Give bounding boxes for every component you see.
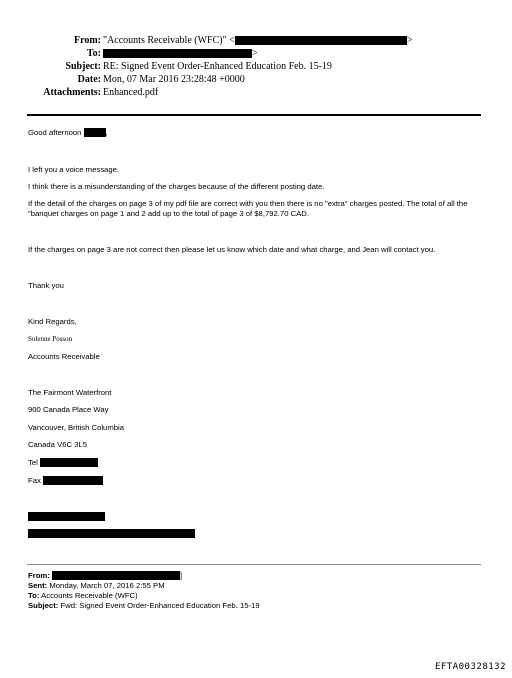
- redaction-bar: [84, 128, 106, 137]
- thanks: Thank you: [28, 281, 64, 290]
- tel-label: Tel: [28, 458, 38, 467]
- redacted-line-1: [28, 512, 490, 522]
- to-end: >: [252, 48, 258, 59]
- forward-divider: [27, 564, 481, 565]
- redaction-bar: [103, 49, 252, 58]
- greeting-end: ,: [105, 128, 108, 137]
- fax-line: [28, 476, 490, 486]
- redacted-line-2: [28, 529, 490, 539]
- header-to-row: [0, 47, 512, 60]
- greeting-text: Good afternoon: [28, 128, 82, 137]
- forwarded-from-end: ]: [179, 571, 183, 580]
- forwarded-sent-row: [28, 581, 165, 591]
- signature-department: Accounts Receivable: [28, 352, 100, 361]
- paragraph-1: I left you a voice message.: [28, 165, 120, 174]
- redaction-bar: [40, 458, 98, 467]
- forwarded-sent-label: Sent:: [28, 581, 48, 590]
- forwarded-sent-value: Monday, March 07, 2016 2:55 PM: [49, 581, 165, 590]
- from-label: From:: [73, 35, 101, 46]
- to-label: To:: [86, 48, 101, 59]
- date-label: Date:: [77, 74, 101, 85]
- greeting: [28, 128, 490, 138]
- forwarded-to-row: [28, 591, 138, 601]
- header-divider: [27, 114, 481, 116]
- attachments-value: Enhanced.pdf: [103, 87, 159, 98]
- subject-label: Subject:: [65, 61, 101, 72]
- subject-value: RE: Signed Event Order-Enhanced Education Feb. 15-19: [103, 61, 332, 72]
- from-end: >: [406, 35, 413, 46]
- paragraph-4: If the charges on page 3 are not correct then please let us know which date and what charge, and Jean will contact you.: [28, 245, 436, 254]
- redaction-bar: [28, 512, 105, 521]
- signature-name: Solenne Posson: [28, 335, 73, 343]
- paragraph-2: I think there is a misunderstanding of the charges because of the different posting date.: [28, 182, 325, 191]
- address-line-3: Canada V6C 3L5: [28, 440, 87, 449]
- redaction-bar: [43, 476, 103, 485]
- header-from-row: [0, 34, 512, 47]
- redaction-bar: [235, 36, 407, 45]
- organization-name: The Fairmont Waterfront: [28, 388, 112, 397]
- paragraph-3: If the detail of the charges on page 3 of my pdf file are correct with you then there is no "extra" charges posted. The total of all the "banquet charges on page 1 and 2 add up to the total of page 3 of $8,792.70 CAD.: [28, 199, 468, 218]
- header-subject-row: [0, 60, 512, 73]
- regards: Kind Regards,: [28, 317, 77, 326]
- forwarded-from-row: [28, 571, 182, 581]
- redaction-bar: [52, 571, 183, 580]
- from-value: "Accounts Receivable (WFC)" <: [103, 35, 235, 46]
- fax-label: Fax: [28, 476, 41, 485]
- address-line-2: Vancouver, British Columbia: [28, 423, 124, 432]
- forwarded-subject-value: Fwd: Signed Event Order-Enhanced Education Feb. 15-19: [60, 601, 260, 610]
- header-date-row: [0, 73, 512, 86]
- date-value: Mon, 07 Mar 2016 23:28:48 +0000: [103, 74, 245, 85]
- address-line-1: 900 Canada Place Way: [28, 405, 109, 414]
- forwarded-to-value: Accounts Receivable (WFC): [41, 591, 138, 600]
- tel-line: [28, 458, 490, 468]
- header-attachments-row: [0, 86, 512, 99]
- forwarded-subject-label: Subject:: [28, 601, 59, 610]
- forwarded-subject-row: [28, 601, 260, 611]
- forwarded-to-label: To:: [28, 591, 40, 600]
- forwarded-from-label: From:: [28, 571, 50, 580]
- redaction-bar: [28, 529, 195, 538]
- attachments-label: Attachments:: [43, 87, 101, 98]
- document-id: EFTA00328132: [434, 662, 506, 672]
